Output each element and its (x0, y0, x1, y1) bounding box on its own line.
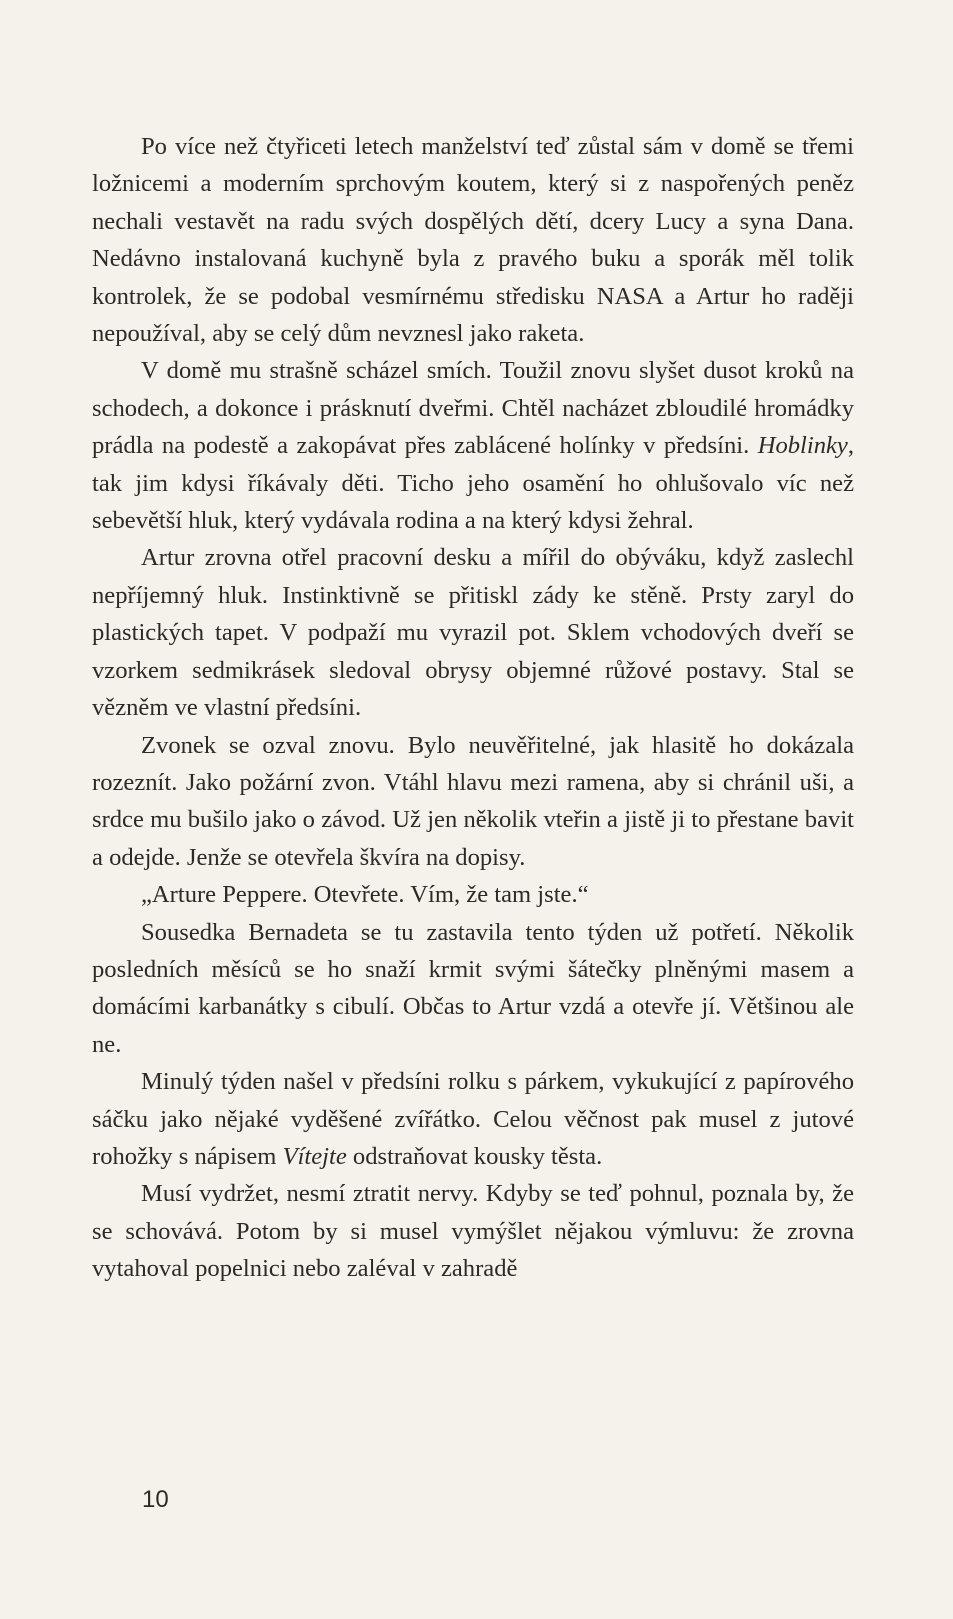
paragraph-text: Po více než čtyřiceti letech manželství teď zůstal sám v domě se třemi ložnicemi a moderním sprchovým koutem, který si z naspořených peněz nechali vestavět na radu svých dospělých dětí, dcery Lucy a syna Dana. Nedávno instalovaná kuchyně byla z pravého buku a sporák měl tolik kontrolek, že se podobal vesmírnému středisku NASA a Artur ho raději nepoužíval, aby se celý dům nevznesl jako raketa. (92, 133, 854, 348)
paragraph-text: odstraňovat kousky těsta. (346, 1142, 603, 1170)
dialogue-text: „Arture Peppere. Otevřete. Vím, že tam jste.“ (141, 881, 589, 909)
paragraph-text: V domě mu strašně scházel smích. Toužil znovu slyšet dusot kroků na schodech, a dokonce i prásknutí dveřmi. Chtěl nacházet zbloudilé hromádky prádla na podestě a zakopávat přes zablácené holínky v předsíni. (92, 357, 854, 460)
paragraph (92, 1063, 854, 1175)
paragraph (92, 727, 854, 877)
paragraph (92, 352, 854, 539)
paragraph (92, 128, 854, 352)
paragraph (92, 539, 854, 726)
paragraph (92, 876, 854, 913)
paragraph (92, 1175, 854, 1287)
page-number: 10 (142, 1486, 169, 1513)
paragraph-text: Sousedka Bernadeta se tu zastavila tento týden už potřetí. Několik posledních měsíců se ho snaží krmit svými šátečky plněnými masem a domácími karbanátky s cibulí. Občas to Artur vzdá a otevře jí. Většinou ale ne. (92, 918, 854, 1058)
paragraph-text: Zvonek se ozval znovu. Bylo neuvěřitelné, jak hlasitě ho dokázala rozeznít. Jako požární zvon. Vtáhl hlavu mezi ramena, aby si chránil uši, a srdce mu bušilo jako o závod. Už jen několik vteřin a jistě ji to přestane bavit a odejde. Jenže se otevřela škvíra na dopisy. (92, 731, 854, 871)
paragraph (92, 914, 854, 1064)
paragraph-text: , tak jim kdysi říkávaly děti. Ticho jeho osamění ho ohlušovalo víc než sebevětší hluk, který vydávala rodina a na který kdysi žehral. (92, 432, 854, 535)
italic-term: Vítejte (282, 1142, 347, 1170)
paragraph-text: Minulý týden našel v předsíni rolku s párkem, vykukující z papírového sáčku jako nějaké vyděšené zvířátko. Celou věčnost pak musel z jutové rohožky s nápisem (92, 1068, 854, 1170)
paragraph-text: Musí vydržet, nesmí ztratit nervy. Kdyby se teď pohnul, poznala by, že se schovává. Potom by si musel vymýšlet nějakou výmluvu: že zrovna vytahoval popelnici nebo zaléval v zahradě (92, 1180, 854, 1283)
body-text (92, 128, 854, 1288)
italic-term: Hoblinky (757, 432, 848, 460)
paragraph-text: Artur zrovna otřel pracovní desku a mířil do obýváku, když zaslechl nepříjemný hluk. Instinktivně se přitiskl zády ke stěně. Prsty zaryl do plastických tapet. V podpaží mu vyrazil pot. Sklem vchodových dveří se vzorkem sedmikrásek sledoval obrysy objemné růžové postavy. Stal se vězněm ve vlastní předsíni. (92, 544, 854, 722)
